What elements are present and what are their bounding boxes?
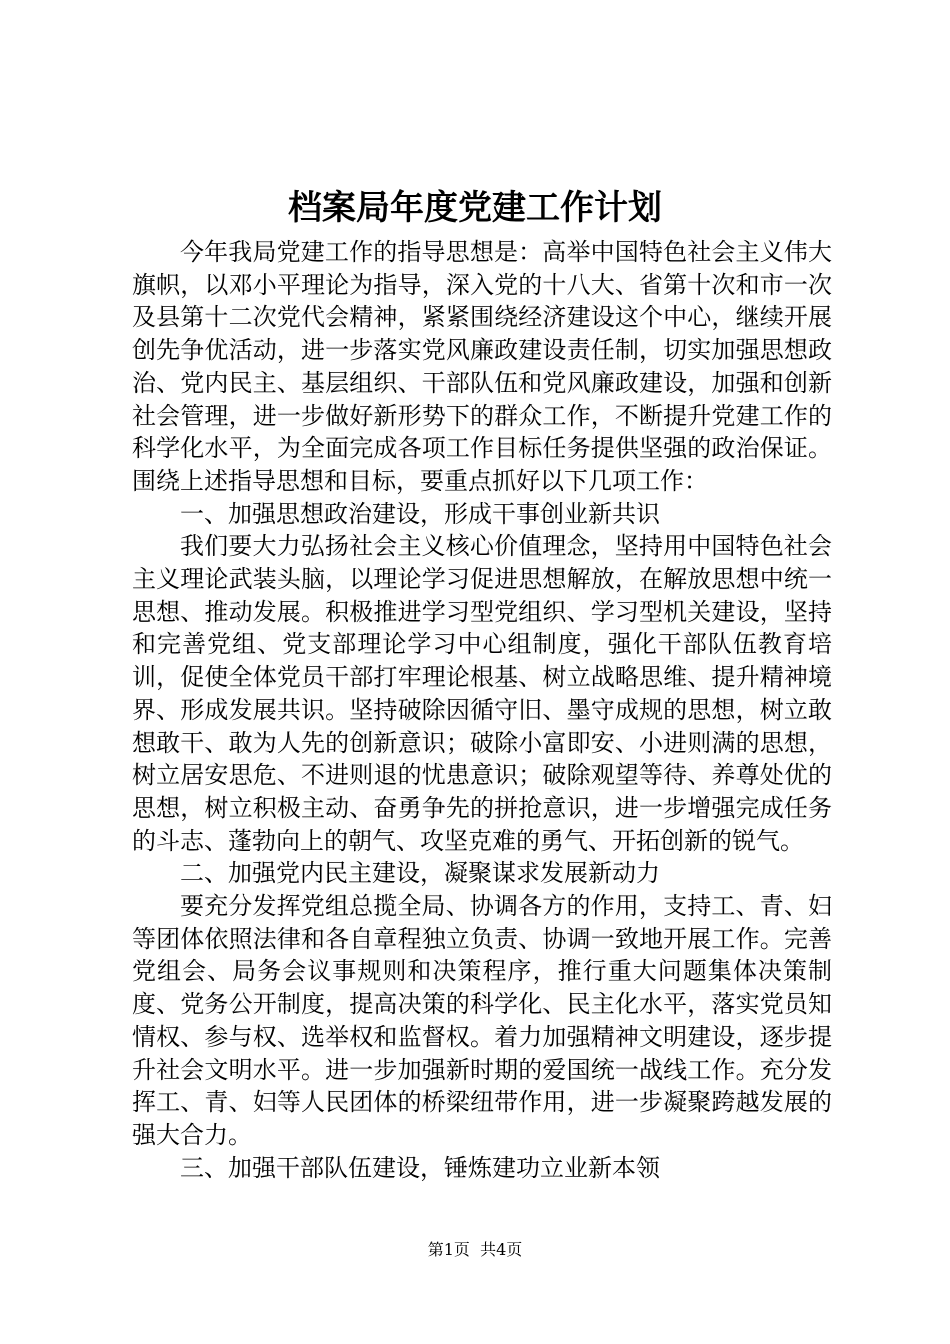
section-heading-3: 三、加强干部队伍建设，锤炼建功立业新本领 — [180, 1153, 660, 1182]
page-number-footer: 第1页 共4页 — [427, 1240, 523, 1259]
section-heading-1: 一、加强思想政治建设，形成干事创业新共识 — [180, 499, 660, 528]
section-1-paragraph: 我们要大力弘扬社会主义核心价值理念，坚持用中国特色社会主义理论武装头脑，以理论学习促进思想解放，在解放思想中统一思想、推动发展。积极推进学习型党组织、学习型机关建设，坚持和完善党组、党支部理论学习中心组制度，强化干部队伍教育培训，促使全体党员干部打牢理论根基、树立战略思维、提升精神境界、形成发展共识。坚持破除因循守旧、墨守成规的思想，树立敢想敢干、敢为人先的创新意识；破除小富即安、小进则满的思想，树立居安思危、不进则退的忧患意识；破除观望等待、养尊处优的思想，树立积极主动、奋勇争先的拼抢意识，进一步增强完成任务的斗志、蓬勃向上的朝气、攻坚克难的勇气、开拓创新的锐气。 — [132, 532, 832, 855]
intro-paragraph: 今年我局党建工作的指导思想是：高举中国特色社会主义伟大旗帜，以邓小平理论为指导，深入党的十八大、省第十次和市一次及县第十二次党代会精神，紧紧围绕经济建设这个中心，继续开展创先争优活动，进一步落实党风廉政建设责任制，切实加强思想政治、党内民主、基层组织、干部队伍和党风廉政建设，加强和创新社会管理，进一步做好新形势下的群众工作，不断提升党建工作的科学化水平，为全面完成各项工作目标任务提供坚强的政治保证。围绕上述指导思想和目标，要重点抓好以下几项工作： — [132, 238, 832, 495]
document-title: 档案局年度党建工作计划 — [288, 188, 662, 228]
section-2-paragraph: 要充分发挥党组总揽全局、协调各方的作用，支持工、青、妇等团体依照法律和各自章程独立负责、协调一致地开展工作。完善党组会、局务会议事规则和决策程序，推行重大问题集体决策制度、党务公开制度，提高决策的科学化、民主化水平，落实党员知情权、参与权、选举权和监督权。着力加强精神文明建设，逐步提升社会文明水平。进一步加强新时期的爱国统一战线工作。充分发挥工、青、妇等人民团体的桥梁纽带作用，进一步凝聚跨越发展的强大合力。 — [132, 892, 832, 1149]
document-body — [132, 236, 832, 1184]
section-heading-2: 二、加强党内民主建设，凝聚谋求发展新动力 — [180, 859, 660, 888]
